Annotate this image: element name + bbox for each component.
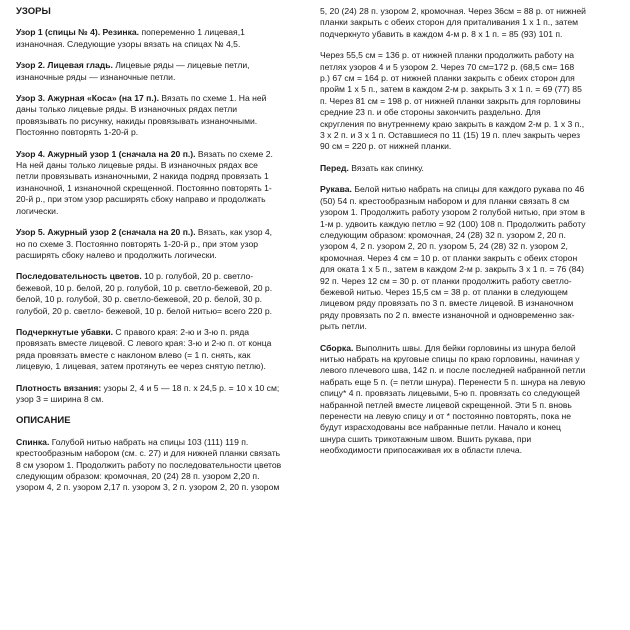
color-sequence-paragraph: Последовательность цветов. 10 р. голубой, 20 р. светло- бежевой, 10 р. белой, 20 р. голубой, 10 р. светло-бежевой, 20 р. белой, 10 р. голубой, 30 р. светло-бежевой, 20 р. белой, 30 р. голубой, 20 р. светло- бежевой, 10 р. белой нитью= всего 220 р.: [16, 271, 273, 316]
gauge-title: Плотность вязания:: [16, 382, 102, 393]
pattern-3-title: Узор 3. Ажурная «Коса» (на 17 п.).: [16, 93, 159, 104]
back-paragraph: Спинка. Голубой нитью набрать на спицы 103 (111) 119 п. крестообразным набором (см. с. 27) и для нижней планки связать 8 см узором 1. Продолжить работу по последовательности цветов следующим образом: кромочная, 20 (24) 28 п. узором 2,20 п. узором 4, 2 п. узором 2,17 п. узором 3, 2 п. узором 2, 20 п. узором: [16, 436, 282, 493]
front-title: Перед.: [320, 162, 349, 173]
section-heading-patterns: УЗОРЫ: [16, 6, 51, 17]
pattern-2-paragraph: Узор 2. Лицевая гладь. Лицевые ряды — лицевые петли, изнаночные ряды — изнаночные петли.: [16, 60, 250, 82]
armhole-neckline-paragraph: Через 55,5 см = 136 р. от нижней планки продолжить работу на петлях узоров 4 и 5 узором 2. Через 70 см=172 р. (68,5 см= 168 р.) 67 см = 164 р. от нижней планки закрыть с обеих сторон для пройм 1 х 5 п., затем в каждом 2-м р. закрыть 3 х 1 п. = 69 (77) 85 п. Через 81 см = 198 р. от нижней планки закрыть для горловины средние 23 п. и обе стороны закончить раздельно. Для скругления по внутреннему краю закрыть в каждом 2-м р. 1 х 3 п., 3 х 2 п. и 3 х 1 п. Оставшиеся по 11 (15) 19 п. плеч закрыть через 90 см = 220 р. от нижней планки.: [320, 50, 585, 152]
back-title: Спинка.: [16, 436, 50, 447]
pattern-3-paragraph: Узор 3. Ажурная «Коса» (на 17 п.). Вязать по схеме 1. На ней даны только лицевые ряды. В изнаночных рядах петли провязывать по рисунку, накиды провязывать изнаночными. Постоянно повторять 1-20-й р.: [16, 93, 267, 138]
pattern-4-title: Узор 4. Ажурный узор 1 (сначала на 20 п.).: [16, 148, 196, 159]
section-heading-description: ОПИСАНИЕ: [16, 415, 71, 427]
assembly-paragraph: Сборка. Выполнить швы. Для бейки горловины из шнура белой нитью набрать на круговые спицы по краю горловины, начиная у левого плечевого шва, 142 п. и после последней набранной петли набрать еще 5 п. (= петли шнура). Перенести 5 п. шнура на левую спицу* 4 п. провязать лицевыми, 5-ю п. провязать со следующей набранной петлей вместе лицевой скрещенной. Эти 5 п. вновь перенести на левую спицу и от * постоянно повторять, пока не будут израсходованы все набранные петли. Начало и конец шнура сшить трикотажным швом. Вшить рукава, при необходимости припосаживая их в области плеча.: [320, 342, 586, 456]
decreases-title: Подчеркнутые убавки.: [16, 326, 113, 337]
sleeves-paragraph: Рукава. Белой нитью набрать на спицы для каждого рукава по 46 (50) 54 п. крестообразным набором и для планки связать 8 см узором 1. Продолжить работу узором 2 голубой нитью, при этом в 1-м р. удвоить каждую петлю = 92 (100) 108 п. Продолжить работу следующим образом: кромочная, 24 (28) 32 п. узором 2, 20 п. узором 4, 2 п. узором 2, 20 п. узором 5, 24 (28) 32 п. узором 2, кромочная. Через 4 см = 10 р. от планки закрыть с обеих сторон для оката 1 х 5 п., затем в каждом 2-м р. закрыть 3 х 1 п. = 76 (84) 92 п. Через 12 см = 30 р. от планки продолжить работу светло- бежевой нитью. Через 15,5 см = 38 р. от планки в следующем лицевом ряду провязать по 3 п. вместе лицевой. В изнаночном ряду провязать по 2 п. вместе изнаночной и одновременно зак- рыть петли.: [320, 184, 586, 332]
back-continued-paragraph: 5, 20 (24) 28 п. узором 2, кромочная. Через 36см = 88 р. от нижней планки закрыть с обеих сторон для приталивания 1 х 1 п., затем подчеркнуто убавить в каждом 4-м р. 8 х 1 п. = 85 (93) 101 п.: [320, 6, 586, 39]
assembly-title: Сборка.: [320, 342, 354, 353]
pattern-2-title: Узор 2. Лицевая гладь.: [16, 60, 113, 71]
pattern-5-title: Узор 5. Ажурный узор 2 (сначала на 20 п.).: [16, 227, 196, 238]
front-paragraph: Перед. Вязать как спинку.: [320, 162, 424, 173]
sleeves-title: Рукава.: [320, 184, 352, 195]
pattern-4-paragraph: Узор 4. Ажурный узор 1 (сначала на 20 п.). Вязать по схеме 2. На ней даны только лицевые ряды. В изнаночных рядах все петли провязывать изнаночными, 2 накида подряд провязать 1 изнаночной, 1 изнаночной скрещенной. Постоянно повторять 1- 20-й р., при этом узор расширять сбоку направо и продолжать логически.: [16, 148, 273, 216]
color-sequence-title: Последовательность цветов.: [16, 271, 142, 282]
pattern-1-paragraph: Узор 1 (спицы № 4). Резинка. попеременно 1 лицевая,1 изнаночная. Следующие узоры вязать на спицах № 4,5.: [16, 27, 245, 49]
decreases-paragraph: Подчеркнутые убавки. С правого края: 2-ю и 3-ю п. ряда провязать вместе лицевой. С левого края: 3-ю и 2-ю п. от конца ряда провязать вместе с наклоном влево (= 1 п. снять, как лицевую, 1 лицевая, затем протянуть ее через снятую петлю).: [16, 326, 272, 372]
pattern-1-title: Узор 1 (спицы № 4). Резинка.: [16, 27, 140, 38]
left-column: [16, 6, 304, 494]
right-column: [320, 6, 612, 457]
gauge-paragraph: Плотность вязания: узоры 2, 4 и 5 — 18 п. х 24,5 р. = 10 х 10 см; узор 3 = ширина 8 см.: [16, 382, 280, 404]
pattern-5-paragraph: Узор 5. Ажурный узор 2 (сначала на 20 п.). Вязать, как узор 4, но по схеме 3. Постоянно повторять 1-20-й р., при этом узор расширять сбоку налево и продолжить логически.: [16, 227, 273, 260]
